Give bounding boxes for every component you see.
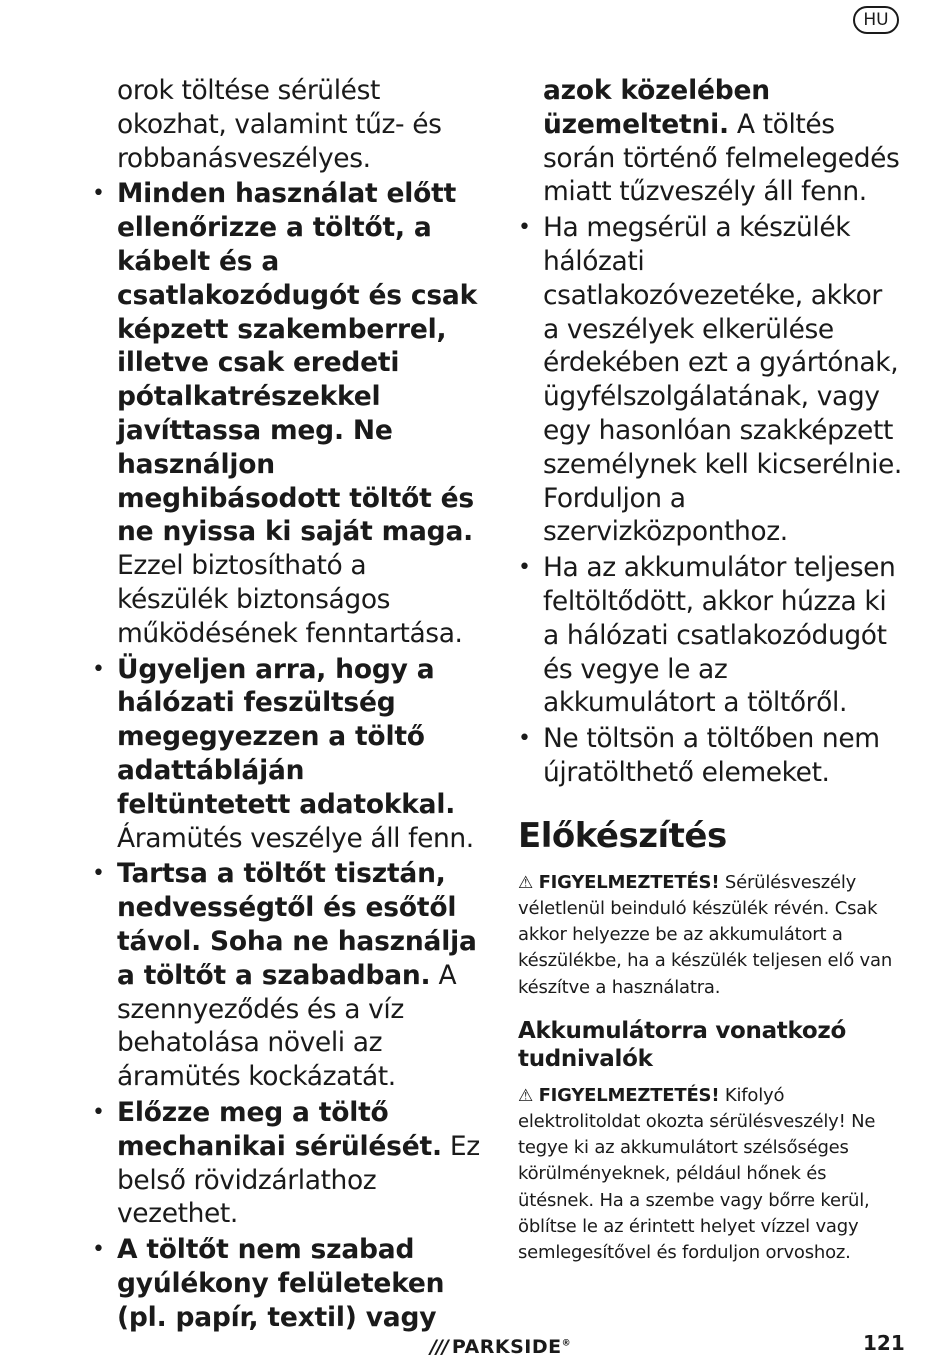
item-bold-text: Minden használat előtt ellenőrizze a töltőt, a kábelt és a csatlakozódugót és csak képzett szakemberrel, illetve csak eredeti pótalkatrészekkel javíttassa meg. Ne használjon meghibásodott töltőt és ne nyissa ki saját maga. (117, 178, 478, 548)
warning-block (518, 1083, 903, 1266)
continuation-text (518, 74, 903, 209)
item-text: Áramütés veszélye áll fenn. (117, 822, 474, 854)
intro-text: orok töltése sérülést okozhat, valamint tűz- és robbanásveszélyes. (117, 75, 442, 174)
item-text: Ha az akkumulátor teljesen feltöltődött, akkor húzza ki a hálózati csatlakozódugót és vegye le az akkumulátort a töltőről. (543, 552, 896, 719)
bullet-icon: • (92, 1237, 105, 1263)
continuation-plain: A töltés során történő felmelegedés miatt tűzveszély áll fenn. (543, 108, 900, 208)
warning-text: Kifolyó elektrolitoldat okozta sérülésveszély! Ne tegye ki az akkumulátort szélsőséges körülményeknek, például hőnek és ütésnek. Ha a szembe vagy bőrre kerül, öblítse le az érintett helyet vízzel vagy semlegesítővel és forduljon orvoshoz. (518, 1084, 876, 1263)
list-item (92, 177, 482, 650)
brand-logo (430, 1336, 571, 1358)
bullet-icon: • (92, 656, 105, 682)
section-title: Előkészítés (518, 815, 727, 856)
page-number: 121 (863, 1331, 905, 1355)
right-column (518, 74, 903, 1266)
logo-mark: ® (561, 1338, 572, 1349)
bullet-icon: • (92, 1099, 105, 1125)
list-item (92, 1233, 482, 1334)
logo-stripes: /// (430, 1336, 448, 1358)
item-bold-text: Tartsa a töltőt tisztán, nedvességtől és esőtől távol. Soha ne használja a töltőt a szabadban. (117, 858, 477, 991)
item-bold-text: Ügyeljen arra, hogy a hálózati feszültség megegyezzen a töltő adattábláján feltüntetett adatokkal. (117, 653, 456, 820)
warning-triangle-icon: ⚠ (518, 1085, 534, 1106)
list-item (92, 653, 482, 856)
item-text: Ez belső rövidzárlathoz vezethet. (117, 1130, 480, 1230)
item-text: Ne töltsön a töltőben nem újratölthető elemeket. (543, 723, 880, 788)
continuation-bold: azok közelében üzemeltetni. (543, 75, 770, 140)
warning-block (518, 870, 903, 1001)
list-item (92, 1096, 482, 1231)
item-bold-text: A töltőt nem szabad gyúlékony felületeken (pl. papír, textil) vagy (117, 1234, 445, 1333)
list-item (92, 857, 482, 1094)
warning-triangle-icon: ⚠ (518, 872, 534, 893)
item-text: A szennyeződés és a víz behatolása növeli az áramütés kockázatát. (117, 959, 457, 1093)
bullet-icon: • (92, 181, 105, 207)
warning-text: Sérülésveszély véletlenül beinduló készülék révén. Csak akkor helyezze be az akkumulátort a készülékbe, ha a készülék teljesen elő van készítve a használatra. (518, 871, 893, 998)
bullet-icon: • (518, 726, 531, 752)
bullet-icon: • (92, 861, 105, 887)
language-badge: HU (853, 6, 899, 34)
bullet-icon: • (518, 215, 531, 241)
item-bold-text: Előzze meg a töltő mechanikai sérülését. (117, 1096, 442, 1162)
warning-label: FIGYELMEZTETÉS! (538, 871, 720, 893)
list-item (518, 722, 903, 790)
subsection-title: Akkumulátorra vonatkozó tudnivalók (518, 1017, 846, 1072)
item-text: Ha megsérül a készülék hálózati csatlakozóvezetéke, akkor a veszélyek elkerülése érdekében ezt a gyártónak, ügyfélszolgálatának, vagy egy hasonlóan szakképzett személynek kell kicserélnie. Forduljon a szervizközponthoz. (543, 212, 902, 548)
bullet-icon: • (518, 555, 531, 581)
left-column (92, 74, 482, 1334)
list-item (518, 211, 903, 549)
item-text: Ezzel biztosítható a készülék biztonságos működésének fenntartása. (117, 550, 463, 649)
logo-text: PARKSIDE (451, 1336, 562, 1358)
list-item (518, 551, 903, 720)
warning-label: FIGYELMEZTETÉS! (538, 1084, 720, 1106)
